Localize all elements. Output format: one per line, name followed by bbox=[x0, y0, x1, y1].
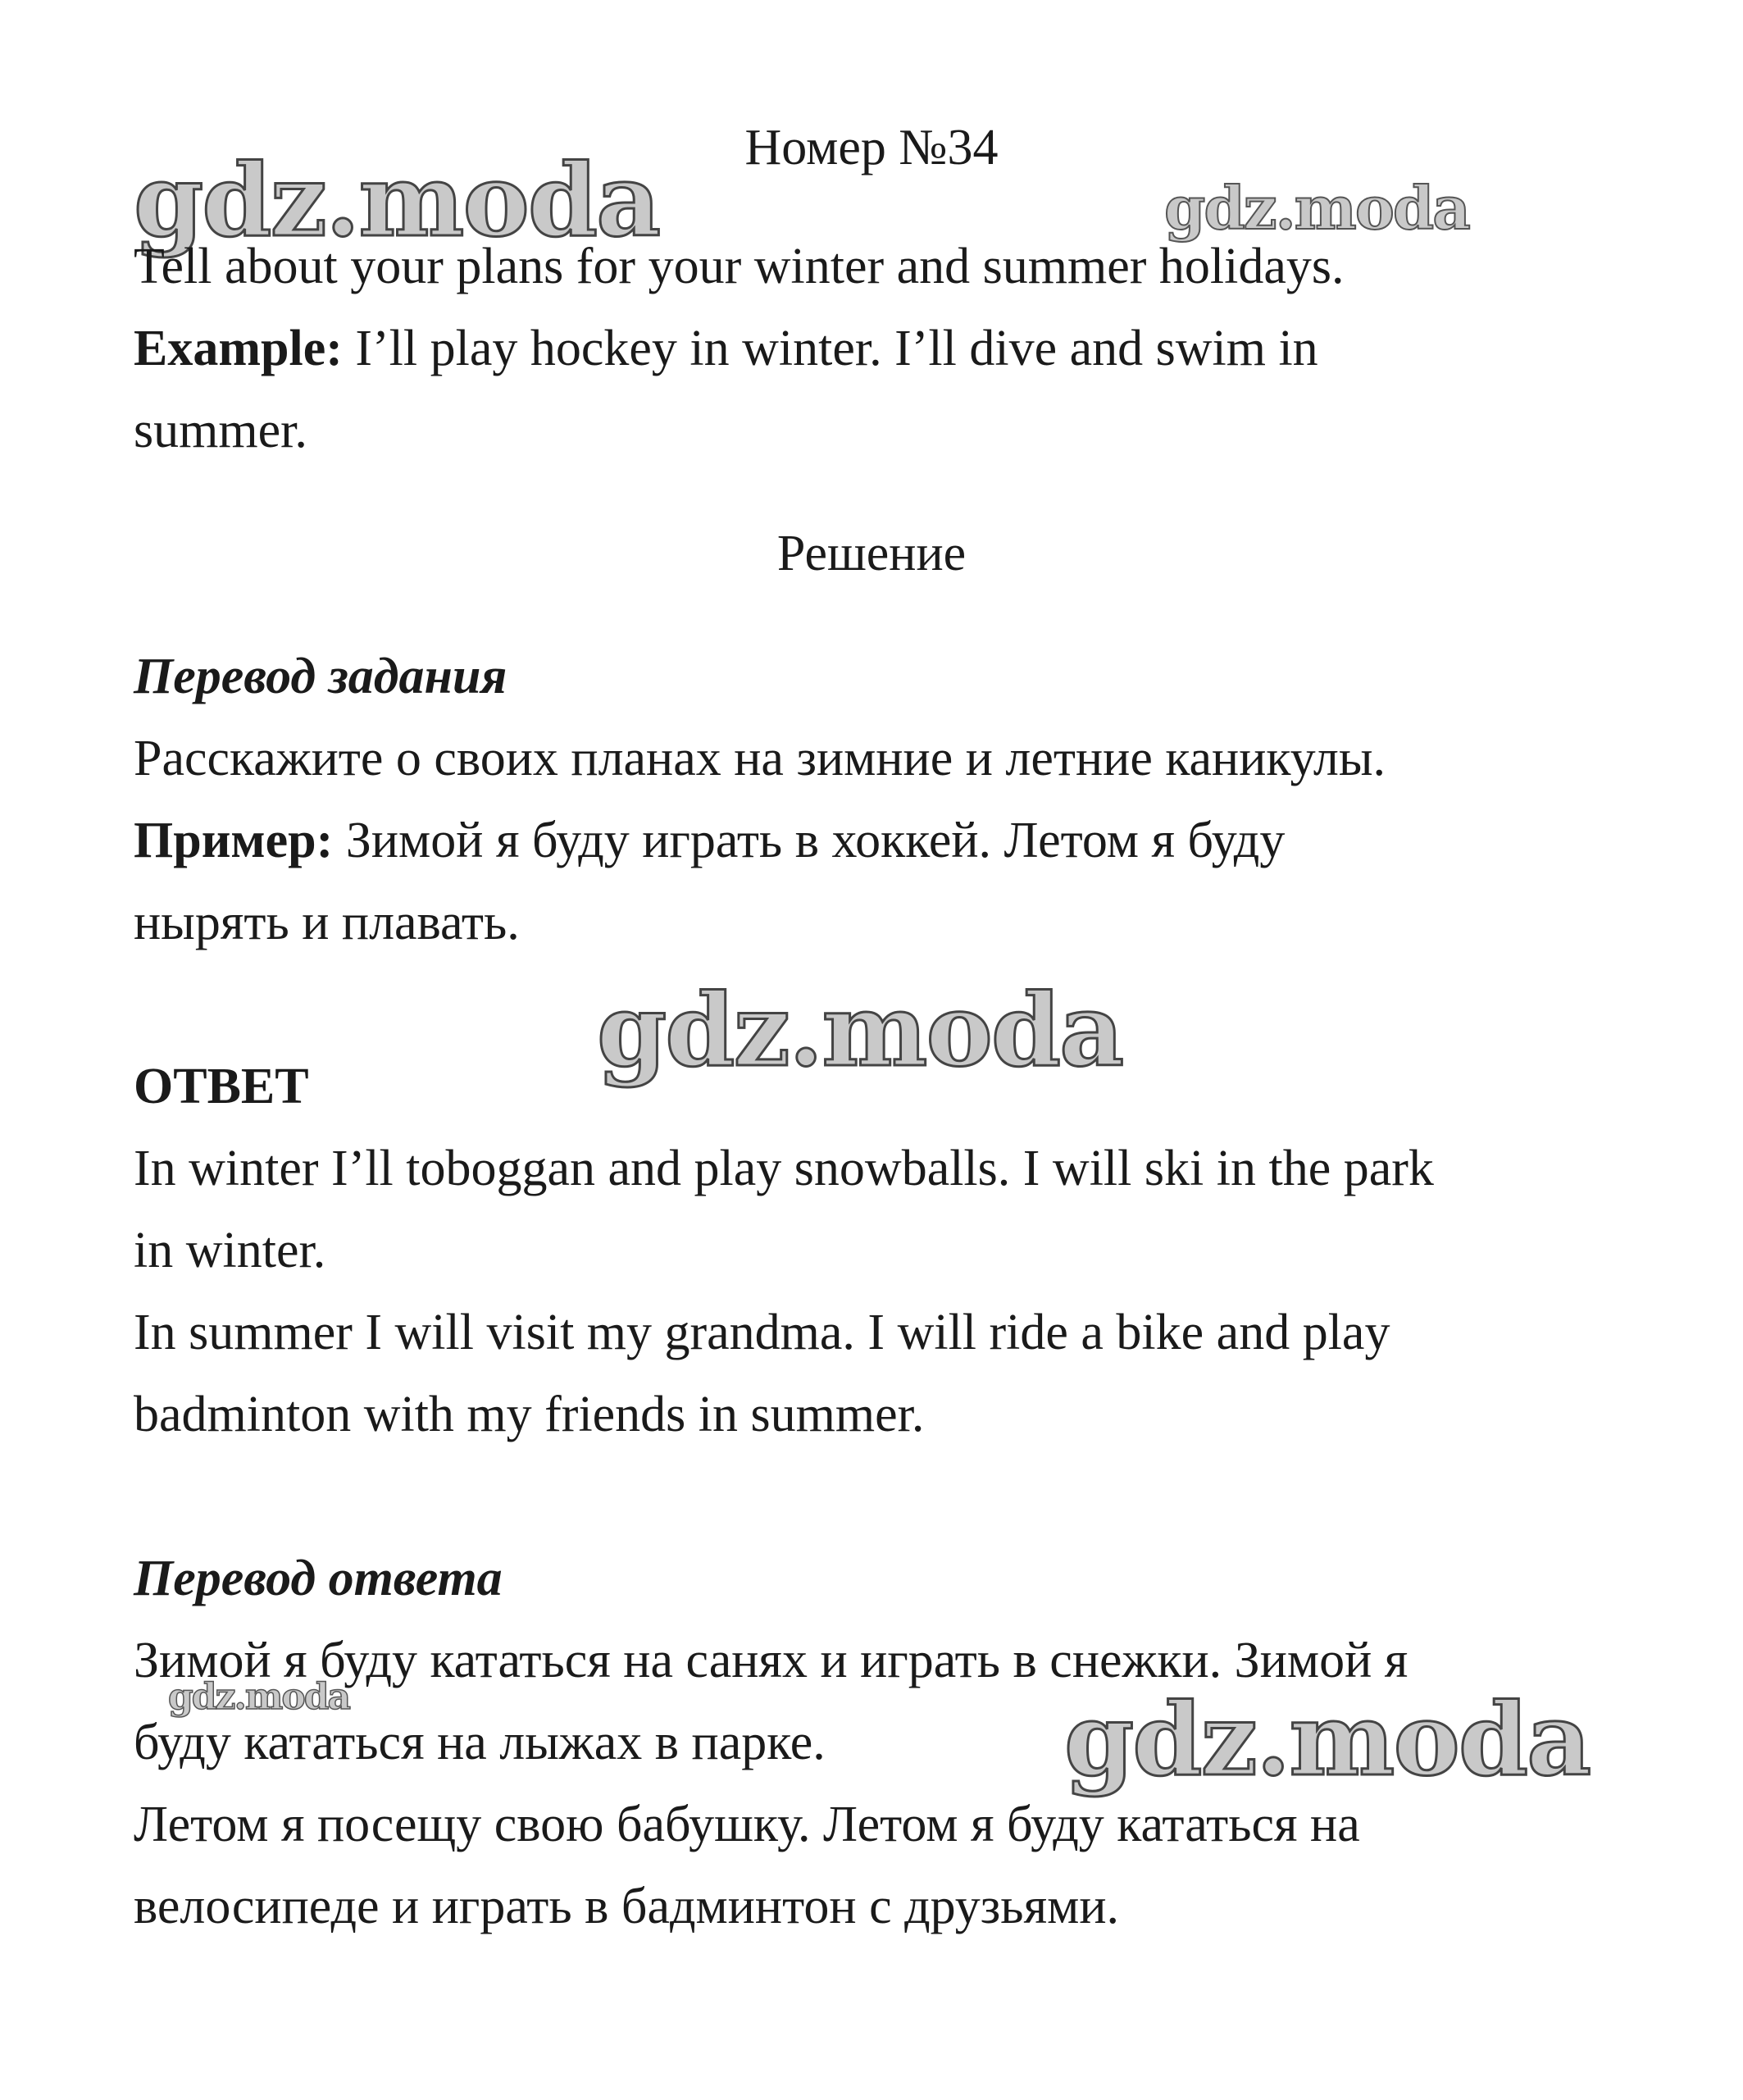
task-example bbox=[134, 307, 1318, 389]
example-label: Пример: bbox=[134, 813, 334, 868]
watermark-logo: gdz.moda bbox=[168, 1676, 350, 1718]
task-example-continued: summer. bbox=[134, 403, 307, 458]
answer-translation-line: буду кататься на лыжах в парке. bbox=[134, 1715, 826, 1770]
answer-line: in winter. bbox=[134, 1223, 326, 1278]
watermark-logo: gdz.moda bbox=[1064, 1680, 1591, 1798]
answer-line: badminton with my friends in summer. bbox=[134, 1387, 925, 1442]
answer-line: In winter I’ll toboggan and play snowballs. I will ski in the park bbox=[134, 1141, 1434, 1196]
task-translation-heading: Перевод задания bbox=[134, 649, 507, 704]
answer-line: In summer I will visit my grandma. I will ride a bike and play bbox=[134, 1305, 1390, 1360]
example-text: Зимой я буду играть в хоккей. Летом я буду bbox=[333, 813, 1286, 868]
answer-translation-line: велосипеде и играть в бадминтон с друзьями. bbox=[134, 1879, 1120, 1934]
watermark-logo: gdz.moda bbox=[134, 141, 660, 259]
task-translation-text: Расскажите о своих планах на зимние и летние каникулы. bbox=[134, 731, 1386, 786]
example-text: I’ll play hockey in winter. I’ll dive and swim in bbox=[342, 321, 1318, 376]
task-text: Tell about your plans for your winter and summer holidays. bbox=[134, 239, 1345, 294]
answer-translation-line: Зимой я буду кататься на санях и играть в снежки. Зимой я bbox=[134, 1633, 1409, 1688]
example-label: Example: bbox=[134, 321, 343, 376]
answer-translation-heading: Перевод ответа bbox=[134, 1551, 503, 1606]
solution-heading: Решение bbox=[776, 526, 967, 581]
task-translation-example bbox=[134, 799, 1285, 881]
task-translation-example-continued: нырять и плавать. bbox=[134, 895, 520, 950]
watermark-logo: gdz.moda bbox=[597, 971, 1123, 1089]
page-title: Номер №34 bbox=[744, 120, 999, 175]
answer-heading: ОТВЕТ bbox=[134, 1059, 309, 1114]
answer-translation-line: Летом я посещу свою бабушку. Летом я буду кататься на bbox=[134, 1797, 1360, 1852]
watermark-logo: gdz.moda bbox=[1164, 173, 1469, 243]
